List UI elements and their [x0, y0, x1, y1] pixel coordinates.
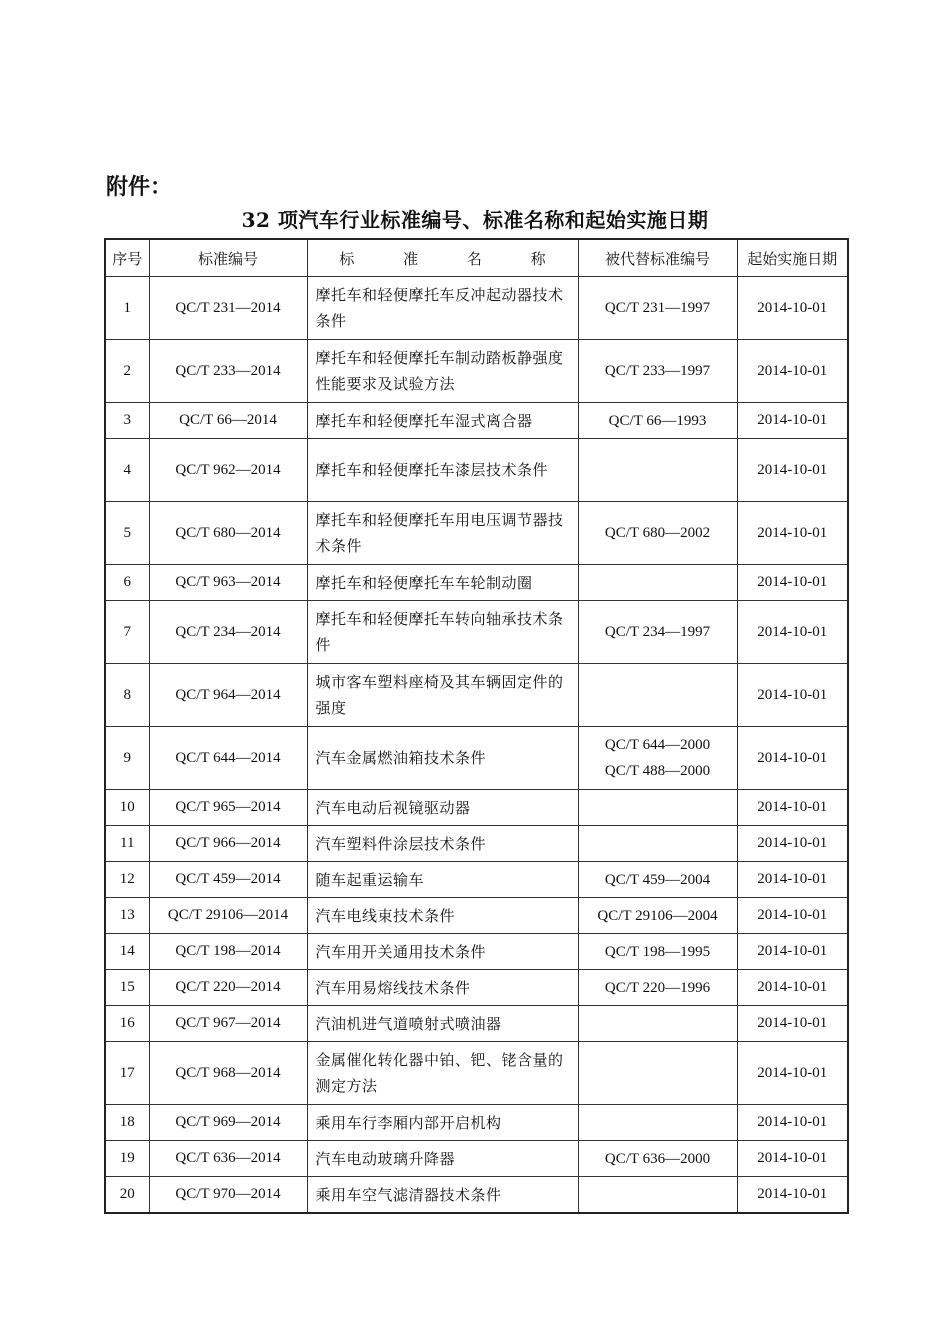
cell-standard-code: QC/T 220—2014 — [149, 970, 307, 1006]
header-code: 标准编号 — [149, 239, 307, 277]
table-row — [105, 727, 848, 790]
header-seq: 序号 — [105, 239, 149, 277]
replaced-code-line: QC/T 198—1995 — [604, 943, 711, 960]
cell-seq: 4 — [105, 439, 149, 502]
cell-seq: 20 — [105, 1177, 149, 1214]
table-header-row — [105, 239, 848, 277]
cell-start-date: 2014-10-01 — [737, 565, 848, 601]
cell-standard-code: QC/T 963—2014 — [149, 565, 307, 601]
cell-standard-code: QC/T 636—2014 — [149, 1141, 307, 1177]
cell-start-date: 2014-10-01 — [737, 601, 848, 664]
cell-standard-name: 汽车用开关通用技术条件 — [307, 934, 578, 970]
cell-seq: 19 — [105, 1141, 149, 1177]
header-name — [307, 239, 578, 277]
replaced-code-line: QC/T 680—2002 — [604, 525, 711, 541]
cell-standard-code: QC/T 964—2014 — [149, 664, 307, 727]
cell-standard-name: 汽车金属燃油箱技术条件 — [307, 727, 578, 790]
replaced-code-line: QC/T 488—2000 — [604, 763, 711, 779]
cell-replaced-code — [578, 898, 737, 934]
cell-replaced-code — [578, 727, 737, 790]
cell-start-date: 2014-10-01 — [737, 1006, 848, 1042]
table-row — [105, 664, 848, 727]
cell-standard-name: 乘用车空气滤清器技术条件 — [307, 1177, 578, 1214]
cell-seq: 1 — [105, 277, 149, 340]
cell-standard-name: 汽车塑料件涂层技术条件 — [307, 826, 578, 862]
cell-replaced-code — [578, 1141, 737, 1177]
cell-standard-name: 汽车用易熔线技术条件 — [307, 970, 578, 1006]
cell-standard-code: QC/T 29106—2014 — [149, 898, 307, 934]
cell-start-date: 2014-10-01 — [737, 1177, 848, 1214]
cell-replaced-code — [578, 664, 737, 727]
cell-seq: 8 — [105, 664, 149, 727]
cell-standard-name: 摩托车和轻便摩托车转向轴承技术条件 — [307, 601, 578, 664]
cell-replaced-code — [578, 277, 737, 340]
replaced-code-line: QC/T 233—1997 — [604, 363, 711, 379]
cell-start-date: 2014-10-01 — [737, 502, 848, 565]
table-row — [105, 502, 848, 565]
cell-replaced-code — [578, 502, 737, 565]
cell-seq: 2 — [105, 340, 149, 403]
cell-replaced-code — [578, 403, 737, 439]
header-name-text: 标 准 名 称 — [339, 249, 568, 268]
cell-start-date: 2014-10-01 — [737, 970, 848, 1006]
table-row — [105, 277, 848, 340]
cell-seq: 15 — [105, 970, 149, 1006]
cell-replaced-code — [578, 340, 737, 403]
cell-seq: 7 — [105, 601, 149, 664]
cell-start-date: 2014-10-01 — [737, 664, 848, 727]
table-row — [105, 862, 848, 898]
cell-seq: 5 — [105, 502, 149, 565]
cell-standard-code: QC/T 962—2014 — [149, 439, 307, 502]
cell-standard-name: 汽车电动后视镜驱动器 — [307, 790, 578, 826]
cell-start-date: 2014-10-01 — [737, 826, 848, 862]
cell-replaced-code — [578, 1105, 737, 1141]
cell-standard-name: 摩托车和轻便摩托车漆层技术条件 — [307, 439, 578, 502]
cell-standard-code: QC/T 965—2014 — [149, 790, 307, 826]
cell-start-date: 2014-10-01 — [737, 1105, 848, 1141]
cell-seq: 11 — [105, 826, 149, 862]
replaced-code-line: QC/T 234—1997 — [604, 624, 711, 640]
header-replaced: 被代替标准编号 — [578, 239, 737, 277]
cell-replaced-code — [578, 1042, 737, 1105]
table-row — [105, 826, 848, 862]
cell-seq: 18 — [105, 1105, 149, 1141]
cell-seq: 14 — [105, 934, 149, 970]
table-row — [105, 1042, 848, 1105]
table-row — [105, 439, 848, 502]
replaced-code-line: QC/T 231—1997 — [604, 300, 711, 316]
attachment-label: 附件： — [106, 174, 173, 200]
cell-standard-name: 汽车电动玻璃升降器 — [307, 1141, 578, 1177]
cell-start-date: 2014-10-01 — [737, 790, 848, 826]
cell-standard-name: 汽车电线束技术条件 — [307, 898, 578, 934]
cell-standard-name: 随车起重运输车 — [307, 862, 578, 898]
cell-start-date: 2014-10-01 — [737, 277, 848, 340]
cell-standard-code: QC/T 66—2014 — [149, 403, 307, 439]
cell-standard-code: QC/T 234—2014 — [149, 601, 307, 664]
cell-standard-code: QC/T 967—2014 — [149, 1006, 307, 1042]
cell-seq: 17 — [105, 1042, 149, 1105]
table-row — [105, 1141, 848, 1177]
cell-start-date: 2014-10-01 — [737, 862, 848, 898]
cell-replaced-code — [578, 439, 737, 502]
document-title: 32 项汽车行业标准编号、标准名称和起始实施日期 — [241, 208, 709, 232]
cell-standard-code: QC/T 233—2014 — [149, 340, 307, 403]
cell-standard-name: 摩托车和轻便摩托车制动踏板静强度性能要求及试验方法 — [307, 340, 578, 403]
cell-replaced-code — [578, 970, 737, 1006]
cell-start-date: 2014-10-01 — [737, 727, 848, 790]
replaced-code-line: QC/T 220—1996 — [604, 979, 711, 996]
replaced-code-line: QC/T 636—2000 — [604, 1150, 711, 1167]
cell-standard-code: QC/T 680—2014 — [149, 502, 307, 565]
cell-replaced-code — [578, 790, 737, 826]
cell-standard-name: 摩托车和轻便摩托车用电压调节器技术条件 — [307, 502, 578, 565]
cell-start-date: 2014-10-01 — [737, 439, 848, 502]
table-row — [105, 601, 848, 664]
table-row — [105, 1177, 848, 1214]
header-date: 起始实施日期 — [737, 239, 848, 277]
cell-start-date: 2014-10-01 — [737, 340, 848, 403]
cell-standard-code: QC/T 968—2014 — [149, 1042, 307, 1105]
cell-replaced-code — [578, 565, 737, 601]
cell-start-date: 2014-10-01 — [737, 403, 848, 439]
cell-standard-code: QC/T 966—2014 — [149, 826, 307, 862]
cell-standard-code: QC/T 970—2014 — [149, 1177, 307, 1214]
cell-seq: 13 — [105, 898, 149, 934]
cell-start-date: 2014-10-01 — [737, 1042, 848, 1105]
cell-replaced-code — [578, 1006, 737, 1042]
cell-start-date: 2014-10-01 — [737, 898, 848, 934]
table-row — [105, 970, 848, 1006]
cell-seq: 6 — [105, 565, 149, 601]
cell-replaced-code — [578, 862, 737, 898]
standards-table — [104, 238, 849, 1214]
replaced-code-line: QC/T 644—2000 — [604, 737, 711, 753]
cell-seq: 3 — [105, 403, 149, 439]
cell-standard-code: QC/T 231—2014 — [149, 277, 307, 340]
cell-replaced-code — [578, 934, 737, 970]
cell-standard-name: 汽油机进气道喷射式喷油器 — [307, 1006, 578, 1042]
table-body — [105, 277, 848, 1214]
cell-standard-name: 摩托车和轻便摩托车湿式离合器 — [307, 403, 578, 439]
cell-seq: 9 — [105, 727, 149, 790]
table-row — [105, 790, 848, 826]
cell-standard-name: 乘用车行李厢内部开启机构 — [307, 1105, 578, 1141]
cell-standard-name: 金属催化转化器中铂、钯、铑含量的测定方法 — [307, 1042, 578, 1105]
table-row — [105, 340, 848, 403]
table-row — [105, 565, 848, 601]
cell-start-date: 2014-10-01 — [737, 1141, 848, 1177]
cell-standard-code: QC/T 969—2014 — [149, 1105, 307, 1141]
table-row — [105, 403, 848, 439]
replaced-code-line: QC/T 66—1993 — [608, 412, 707, 429]
cell-replaced-code — [578, 826, 737, 862]
table-row — [105, 1105, 848, 1141]
table-row — [105, 898, 848, 934]
cell-replaced-code — [578, 1177, 737, 1214]
cell-standard-code: QC/T 198—2014 — [149, 934, 307, 970]
cell-replaced-code — [578, 601, 737, 664]
replaced-code-line: QC/T 29106—2004 — [597, 907, 718, 924]
cell-standard-name: 城市客车塑料座椅及其车辆固定件的强度 — [307, 664, 578, 727]
cell-seq: 16 — [105, 1006, 149, 1042]
cell-seq: 12 — [105, 862, 149, 898]
cell-standard-code: QC/T 644—2014 — [149, 727, 307, 790]
cell-standard-name: 摩托车和轻便摩托车车轮制动圈 — [307, 565, 578, 601]
table-row — [105, 934, 848, 970]
table-row — [105, 1006, 848, 1042]
cell-seq: 10 — [105, 790, 149, 826]
cell-start-date: 2014-10-01 — [737, 934, 848, 970]
replaced-code-line: QC/T 459—2004 — [604, 871, 711, 888]
cell-standard-name: 摩托车和轻便摩托车反冲起动器技术条件 — [307, 277, 578, 340]
cell-standard-code: QC/T 459—2014 — [149, 862, 307, 898]
